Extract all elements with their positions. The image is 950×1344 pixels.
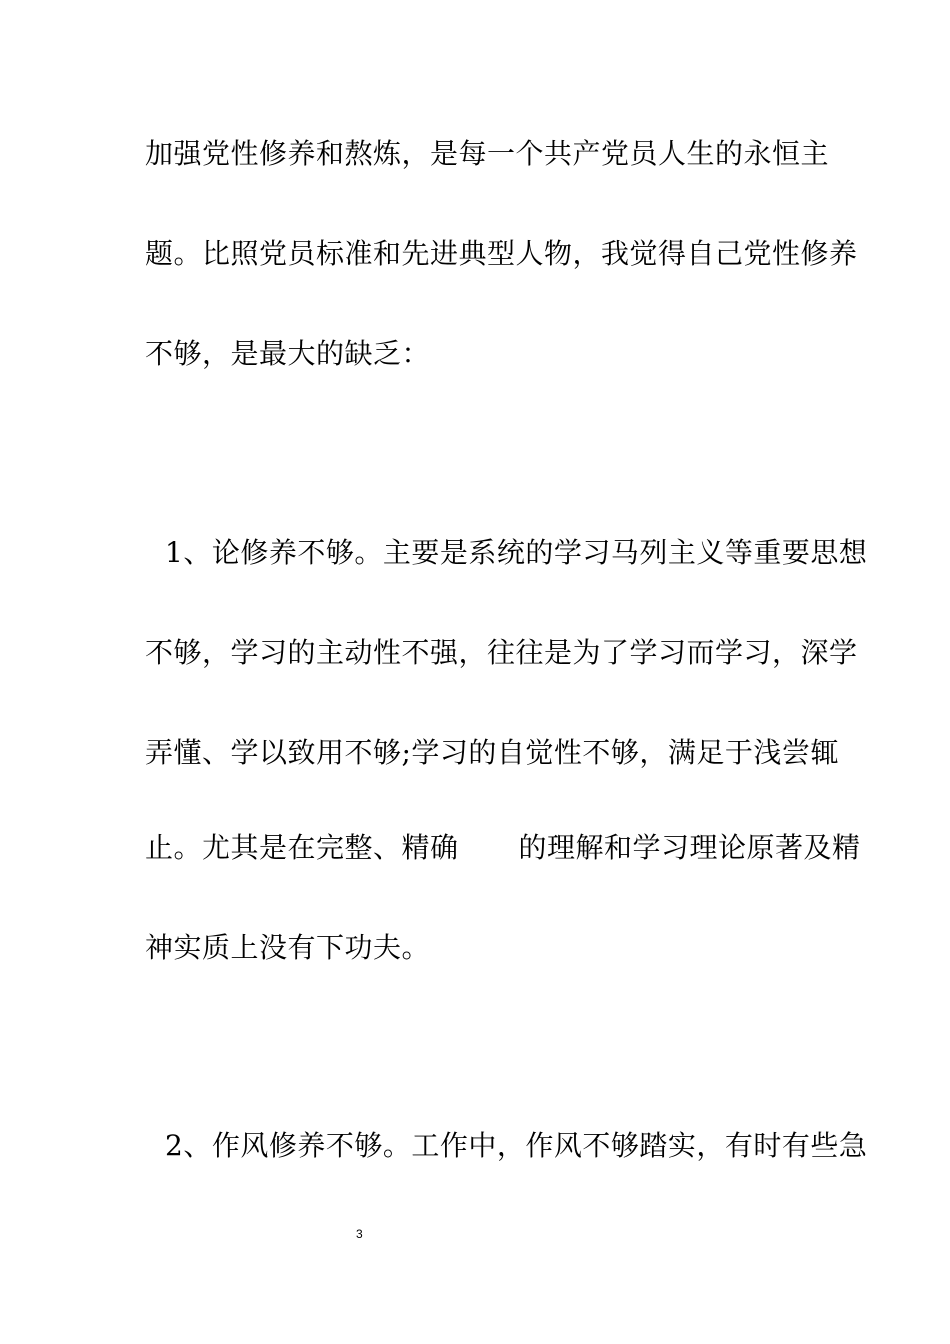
paragraph-line: 加强党性修养和熬炼，是每一个共产党员人生的永恒主 (145, 137, 830, 170)
paragraph-line-split (145, 832, 861, 864)
paragraph-text-segment: 止。尤其是在完整、精确 (145, 831, 459, 864)
paragraph-line: 题。比照党员标准和先进典型人物，我觉得自己党性修养 (145, 237, 858, 270)
paragraph-text-segment: 的理解和学习理论原著及精 (518, 831, 861, 864)
paragraph-line: 弄懂、学以致用不够;学习的自觉性不够，满足于浅尝辄 (145, 736, 839, 769)
paragraph-line: 神实质上没有下功夫。 (145, 931, 431, 964)
page-number: 3 (356, 1227, 363, 1241)
paragraph-line: 1、论修养不够。主要是系统的学习马列主义等重要思想 (165, 536, 868, 569)
paragraph-line: 不够，是最大的缺乏： (145, 337, 431, 370)
paragraph-line: 不够，学习的主动性不强，往往是为了学习而学习，深学 (145, 636, 858, 669)
paragraph-line: 2、作风修养不够。工作中，作风不够踏实，有时有些急 (165, 1129, 868, 1162)
